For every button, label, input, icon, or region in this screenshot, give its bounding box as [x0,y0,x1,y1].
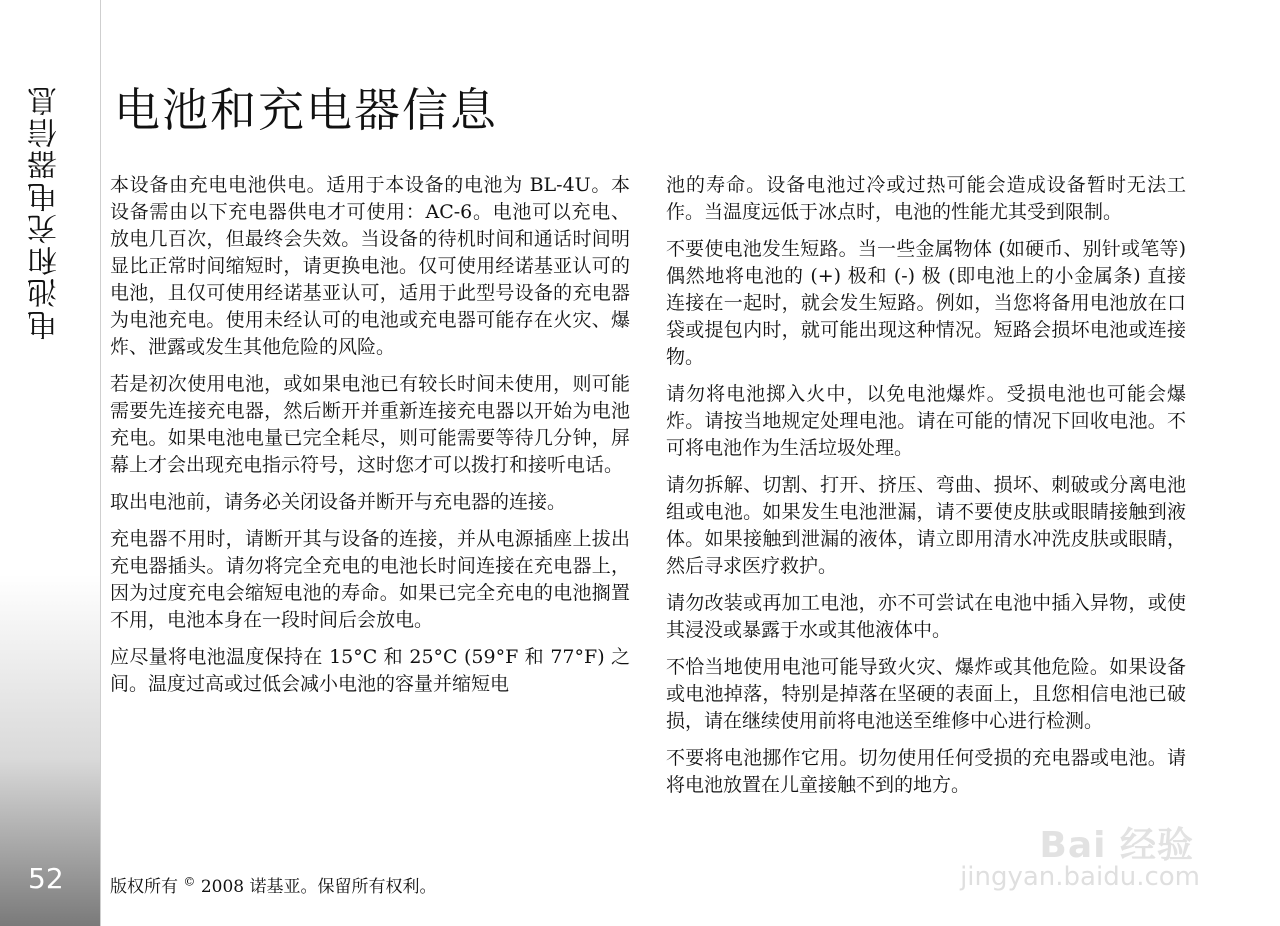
watermark-url: jingyan.baidu.com [960,862,1200,892]
paragraph: 本设备由充电电池供电。适用于本设备的电池为 BL-4U。本设备需由以下充电器供电才可使用：AC-6。电池可以充电、放电几百次，但最终会失效。当设备的待机时间和通话时间明显比正常时间缩短时，请更换电池。仅可使用经诺基亚认可的电池，且仅可使用经诺基亚认可，适用于此型号设备的充电器为电池充电。使用未经认可的电池或充电器可能存在火灾、爆炸、泄露或发生其他危险的风险。 [110,174,630,358]
paragraph: 若是初次使用电池，或如果电池已有较长时间未使用，则可能需要先连接充电器，然后断开并重新连接充电器以开始为电池充电。如果电池电量已完全耗尽，则可能需要等待几分钟，屏幕上才会出现充电指示符号，这时您才可以拨打和接听电话。 [110,373,630,476]
paragraph: 不要将电池挪作它用。切勿使用任何受损的充电器或电池。请将电池放置在儿童接触不到的地方。 [666,747,1186,796]
paragraph: 池的寿命。设备电池过冷或过热可能会造成设备暂时无法工作。当温度远低于冰点时，电池的性能尤其受到限制。 [666,174,1186,223]
paragraph: 取出电池前，请务必关闭设备并断开与充电器的连接。 [110,491,567,513]
paragraph: 请勿将电池掷入火中，以免电池爆炸。受损电池也可能会爆炸。请按当地规定处理电池。请在可能的情况下回收电池。不可将电池作为生活垃圾处理。 [666,383,1186,459]
page-title: 电池和充电器信息 [114,83,498,137]
paragraph: 充电器不用时，请断开其与设备的连接，并从电源插座上拔出充电器插头。请勿将完全充电的电池长时间连接在充电器上，因为过度充电会缩短电池的寿命。如果已完全充电的电池搁置不用，电池本身在一段时间后会放电。 [110,528,630,631]
paragraph: 不恰当地使用电池可能导致火灾、爆炸或其他危险。如果设备或电池掉落，特别是掉落在坚硬的表面上，且您相信电池已破损，请在继续使用前将电池送至维修中心进行检测。 [666,656,1186,732]
copyright-prefix: 版权所有 [110,877,178,897]
copyright-notice [110,872,436,897]
right-column [666,172,1186,809]
watermark-brand: Bai 经验 [1039,825,1194,866]
sidebar [0,0,101,926]
copyright-text: 2008 诺基亚。保留所有权利。 [200,877,437,897]
paragraph: 请勿拆解、切割、打开、挤压、弯曲、损坏、刺破或分离电池组或电池。如果发生电池泄漏，请不要使皮肤或眼睛接触到液体。如果接触到泄漏的液体，请立即用清水冲洗皮肤或眼睛，然后寻求医疗救护。 [666,474,1186,577]
sidebar-chapter-title: 电池和充电器信息 [28,84,63,340]
paragraph: 不要使电池发生短路。当一些金属物体 (如硬币、别针或笔等) 偶然地将电池的 (+) 极和 (-) 极 (即电池上的小金属条) 直接连接在一起时，就会发生短路。例如，当您将备用电池放在口袋或提包内时，就可能出现这种情况。短路会损坏电池或连接物。 [666,238,1186,368]
paragraph: 请勿改装或再加工电池，亦不可尝试在电池中插入异物，或使其浸没或暴露于水或其他液体中。 [666,592,1186,641]
copyright-symbol: © [183,874,196,889]
paragraph: 应尽量将电池温度保持在 15°C 和 25°C (59°F 和 77°F) 之间。温度过高或过低会减小电池的容量并缩短电 [110,646,630,695]
left-column [110,172,630,708]
page-number: 52 [28,862,64,895]
